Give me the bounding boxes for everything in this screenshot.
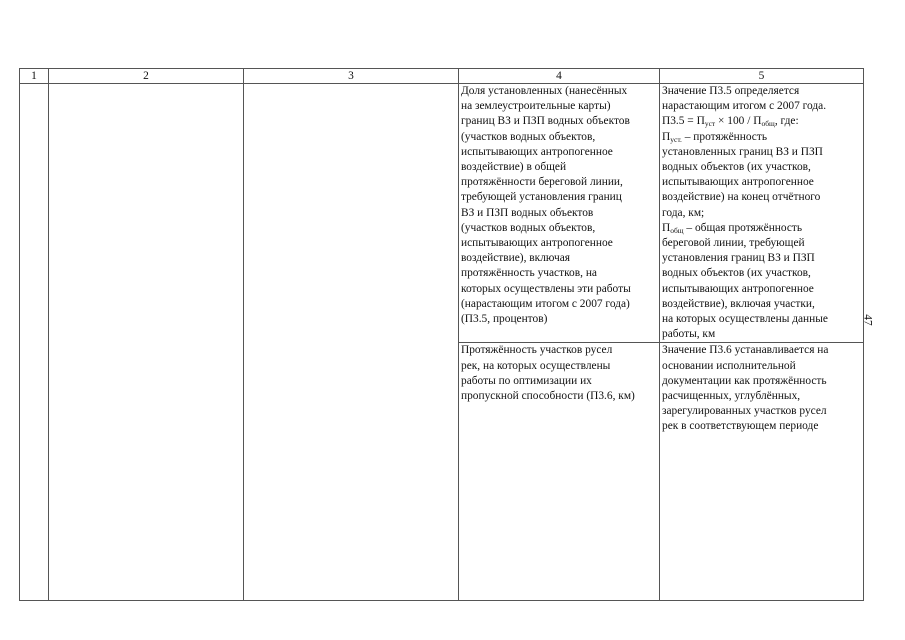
text-line: Значение П3.6 устанавливается на: [662, 344, 829, 357]
text-line: установленных границ ВЗ и ПЗП: [662, 145, 823, 158]
text-line: Протяжённость участков русел: [461, 344, 613, 357]
text-line: Доля установленных (нанесённых: [461, 85, 628, 97]
table-row: [20, 84, 864, 343]
row2-indicator-name: [459, 343, 660, 601]
text-line: границ ВЗ и ПЗП водных объектов: [461, 115, 630, 128]
text-line: документации как протяжённость: [662, 374, 827, 387]
text-line: воздействие), включая участки,: [662, 297, 815, 310]
row1-col1: [20, 84, 49, 601]
text-line: водных объектов (их участков,: [662, 161, 811, 174]
text-line: расчищенных, углублённых,: [662, 390, 801, 403]
definition-line: $П_{общ}$ – общая протяжённость: [662, 221, 803, 235]
text-line: на землеустроительные карты): [461, 100, 611, 113]
text-line: года, км;: [662, 206, 705, 219]
text-line: протяжённость участков, на: [461, 267, 597, 280]
text-line: водных объектов (их участков,: [662, 267, 811, 280]
text-line: воздействие) на конец отчётного: [662, 191, 821, 204]
indicator-table: [19, 68, 864, 601]
text-line: протяжённости береговой линии,: [461, 176, 623, 189]
text-line: которых осуществлены эти работы: [461, 282, 631, 295]
row1-col3: [244, 84, 459, 601]
col-header-5: 5: [660, 69, 864, 84]
text-line: установления границ ВЗ и ПЗП: [662, 252, 815, 265]
text-line: испытывающих антропогенное: [461, 237, 613, 250]
col-header-2: 2: [49, 69, 244, 84]
text-line: Значение П3.5 определяется: [662, 85, 800, 97]
text-line: на которых осуществлены данные: [662, 313, 828, 326]
text-line: ВЗ и ПЗП водных объектов: [461, 206, 594, 219]
text-line: воздействие) в общей: [461, 161, 567, 174]
col-header-1: 1: [20, 69, 49, 84]
text-line: воздействие), включая: [461, 252, 570, 265]
text-line: требующей установления границ: [461, 191, 622, 204]
formula: $П3.5 = П_{уст} \times 100 / П_{общ}$, где:: [662, 115, 799, 129]
definition-line: $П_{уст.}$ – протяжённость: [662, 130, 768, 144]
text-line: (нарастающим итогом с 2007 года): [461, 297, 630, 310]
text-line: (П3.5, процентов): [461, 313, 548, 326]
text-line: береговой линии, требующей: [662, 237, 805, 250]
text-line: (участков водных объектов,: [461, 130, 596, 143]
page-number: 47: [861, 314, 874, 326]
header-row: [20, 69, 864, 84]
col-header-4: 4: [459, 69, 660, 84]
text-line: (участков водных объектов,: [461, 221, 596, 234]
row2-calculation-method: [660, 343, 864, 601]
text-line: работы по оптимизации их: [461, 374, 592, 387]
text-line: испытывающих антропогенное: [662, 176, 814, 189]
text-line: нарастающим итогом с 2007 года.: [662, 100, 827, 113]
text-line: рек в соответствующем периоде: [662, 420, 819, 433]
text-line: испытывающих антропогенное: [461, 145, 613, 158]
text-line: рек, на которых осуществлены: [461, 359, 611, 372]
row1-col2: [49, 84, 244, 601]
text-line: испытывающих антропогенное: [662, 282, 814, 295]
row1-calculation-method: [660, 84, 864, 343]
text-line: работы, км: [662, 328, 716, 341]
col-header-3: 3: [244, 69, 459, 84]
text-line: пропускной способности (П3.6, км): [461, 390, 635, 403]
row1-indicator-name: [459, 84, 660, 343]
text-line: зарегулированных участков русел: [662, 405, 827, 418]
text-line: основании исполнительной: [662, 359, 796, 372]
